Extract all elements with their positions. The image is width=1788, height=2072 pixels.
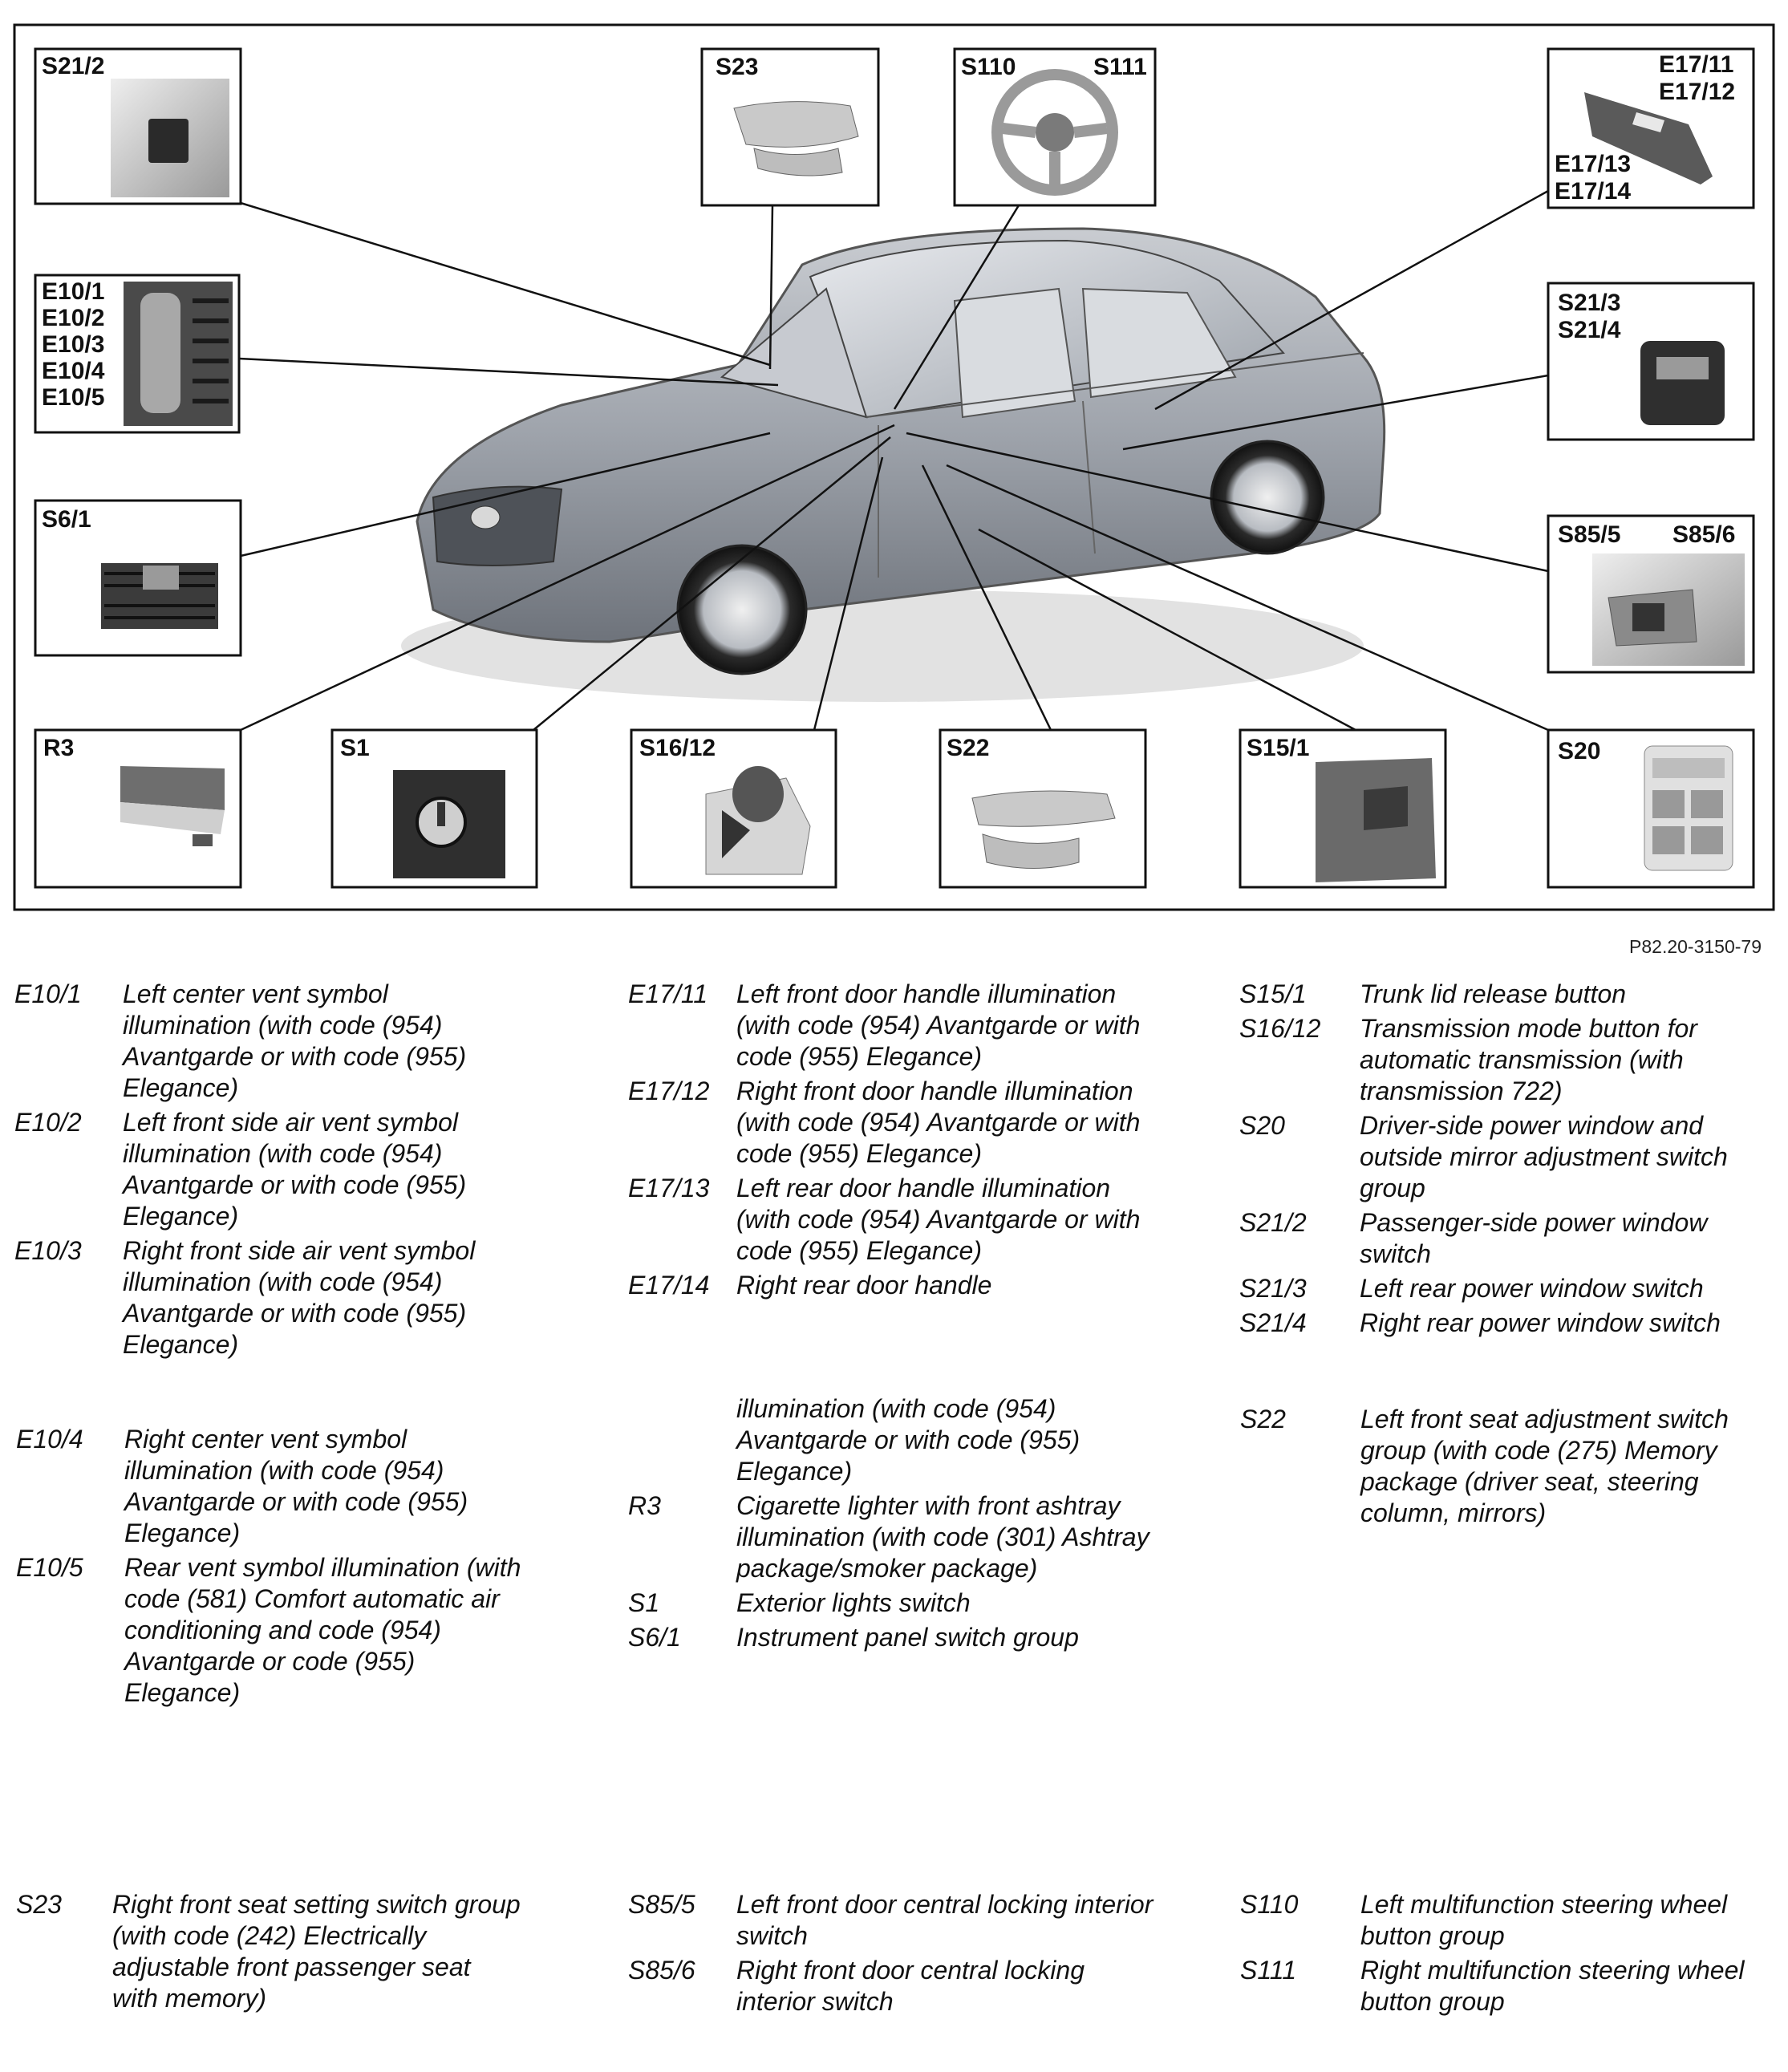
legend-desc: Left rear power window switch xyxy=(1360,1274,1704,1303)
legend-item xyxy=(1239,1308,1777,1339)
callout-label: S111 xyxy=(1093,54,1147,80)
callout-s6-1 xyxy=(35,501,241,655)
legend-desc: Passenger-side power window switch xyxy=(1360,1208,1708,1268)
legend-code: E17/11 xyxy=(628,979,708,1008)
legend-code: E17/12 xyxy=(628,1077,710,1105)
legend-item xyxy=(628,1622,1166,1653)
callout-label: S21/4 xyxy=(1558,317,1621,343)
legend-col2 xyxy=(628,979,1166,1304)
callout-s21-3-s21-4 xyxy=(1548,283,1754,440)
legend-desc: Left center vent symbol illumination (with code (954) Avantgarde or with code (955) Elegance) xyxy=(123,979,467,1102)
legend-code: S16/12 xyxy=(1239,1014,1321,1043)
legend-item xyxy=(1240,1955,1778,2017)
legend-col2b xyxy=(628,1393,1166,1656)
legend-item xyxy=(16,1889,521,2014)
callout-label: S22 xyxy=(947,735,990,761)
legend-item xyxy=(14,1235,520,1360)
callout-s21-2 xyxy=(35,49,241,204)
legend-desc: Left rear door handle illumination (with code (954) Avantgarde or with code (955) Elegance) xyxy=(736,1174,1141,1265)
legend-code: R3 xyxy=(628,1491,661,1520)
legend-desc: Left front seat adjustment switch group (with code (275) Memory package (driver seat, steering column, mirrors) xyxy=(1360,1405,1729,1527)
callout-label: E10/5 xyxy=(42,384,105,411)
legend-code: E10/4 xyxy=(16,1425,83,1454)
callout-label: E17/13 xyxy=(1555,151,1632,177)
callout-s23 xyxy=(702,49,878,205)
legend-code: S110 xyxy=(1240,1890,1299,1919)
legend-item xyxy=(16,1552,521,1709)
legend-col3 xyxy=(1239,979,1777,1342)
legend-item xyxy=(628,1173,1166,1267)
callout-s20 xyxy=(1548,730,1754,887)
callout-label: E17/14 xyxy=(1555,178,1632,205)
legend-item xyxy=(628,1490,1166,1584)
callout-s15-1 xyxy=(1240,730,1445,887)
legend-code: S21/4 xyxy=(1239,1308,1307,1337)
callout-label: E17/12 xyxy=(1659,79,1736,105)
legend-item xyxy=(628,1889,1166,1952)
legend-desc: Right front seat setting switch group (with code (242) Electrically adjustable front passenger seat with memory) xyxy=(112,1890,521,2013)
legend-item xyxy=(628,1955,1166,2017)
legend-col2c xyxy=(628,1889,1166,2021)
legend-desc: Instrument panel switch group xyxy=(736,1623,1079,1652)
legend-code: E10/5 xyxy=(16,1553,83,1582)
callout-s1 xyxy=(332,730,537,887)
legend-code: E17/14 xyxy=(628,1271,710,1300)
callout-label: S16/12 xyxy=(639,735,716,761)
legend-code: S21/2 xyxy=(1239,1208,1307,1237)
legend-item xyxy=(1240,1889,1778,1952)
legend-desc: Right front door central locking interior switch xyxy=(736,1956,1085,2016)
legend-desc: Trunk lid release button xyxy=(1360,979,1627,1008)
legend-code: S85/6 xyxy=(628,1956,695,1985)
legend-desc: Right rear door handle xyxy=(736,1271,992,1300)
legend-desc: Driver-side power window and outside mirror adjustment switch group xyxy=(1360,1111,1728,1202)
callout-e17 xyxy=(1548,49,1754,208)
legend-desc: Right multifunction steering wheel button group xyxy=(1360,1956,1745,2016)
callout-s110-s111 xyxy=(955,49,1155,205)
legend-desc: Right rear power window switch xyxy=(1360,1308,1721,1337)
legend-code: S6/1 xyxy=(628,1623,681,1652)
legend-code: S15/1 xyxy=(1239,979,1307,1008)
figure-reference: P82.20-3150-79 xyxy=(1629,936,1762,957)
callout-label: S15/1 xyxy=(1247,735,1310,761)
legend-code: E10/2 xyxy=(14,1108,82,1137)
callout-r3 xyxy=(35,730,241,887)
legend-item xyxy=(628,1587,1166,1619)
legend-col3c xyxy=(1240,1889,1778,2021)
callout-label: E17/11 xyxy=(1659,51,1734,78)
callout-label: S21/2 xyxy=(42,53,105,79)
callout-label: S110 xyxy=(961,54,1016,80)
legend-code: S20 xyxy=(1239,1111,1285,1140)
callout-label: S6/1 xyxy=(42,506,91,533)
callout-s22 xyxy=(940,730,1145,887)
legend-desc: Exterior lights switch xyxy=(736,1588,971,1617)
callout-e10 xyxy=(35,275,239,432)
legend-col1b xyxy=(16,1424,521,1712)
callout-label: S21/3 xyxy=(1558,290,1621,316)
legend-desc: Left front side air vent symbol illumination (with code (954) Avantgarde or with code (955) Elegance) xyxy=(123,1108,467,1231)
callout-label: S1 xyxy=(340,735,370,761)
callout-label: E10/3 xyxy=(42,331,105,358)
callout-label: S20 xyxy=(1558,738,1601,764)
callout-s16-12 xyxy=(631,730,836,887)
legend-item xyxy=(1239,1207,1777,1270)
legend-code xyxy=(628,1393,736,1487)
legend-item xyxy=(1239,979,1777,1010)
legend-item xyxy=(628,1270,1166,1301)
callout-label: S85/6 xyxy=(1672,521,1736,548)
legend-item xyxy=(628,1393,1166,1487)
legend-code: S85/5 xyxy=(628,1890,695,1919)
legend-code: E17/13 xyxy=(628,1174,710,1202)
legend-desc: illumination (with code (954) Avantgarde or with code (955) Elegance) xyxy=(736,1394,1081,1486)
legend-desc: Left multifunction steering wheel button group xyxy=(1360,1890,1728,1950)
legend-desc: Cigarette lighter with front ashtray illumination (with code (301) Ashtray package/smoker package) xyxy=(736,1491,1149,1583)
legend-item xyxy=(14,1107,520,1232)
callout-label: E10/4 xyxy=(42,358,105,384)
legend-desc: Right front door handle illumination (with code (954) Avantgarde or with code (955) Elegance) xyxy=(736,1077,1141,1168)
callout-label: S23 xyxy=(716,54,759,80)
legend-desc: Left front door handle illumination (with code (954) Avantgarde or with code (955) Elegance) xyxy=(736,979,1141,1071)
legend-code: S23 xyxy=(16,1890,62,1919)
callout-label: R3 xyxy=(43,735,75,761)
legend-desc: Right center vent symbol illumination (with code (954) Avantgarde or with code (955) Elegance) xyxy=(124,1425,468,1547)
legend-item xyxy=(16,1424,521,1549)
legend-code: S21/3 xyxy=(1239,1274,1307,1303)
callout-label: E10/1 xyxy=(42,278,105,305)
legend-code: S22 xyxy=(1240,1405,1286,1433)
legend-desc: Left front door central locking interior switch xyxy=(736,1890,1153,1950)
legend-col3b xyxy=(1240,1404,1778,1532)
legend-desc: Right front side air vent symbol illumination (with code (954) Avantgarde or with code (955) Elegance) xyxy=(123,1236,476,1359)
legend-code: S1 xyxy=(628,1588,660,1617)
callout-label: S85/5 xyxy=(1558,521,1621,548)
legend-col1 xyxy=(14,979,520,1364)
legend-item xyxy=(628,1076,1166,1170)
legend-item xyxy=(14,979,520,1104)
legend-desc: Rear vent symbol illumination (with code (581) Comfort automatic air conditioning and code (954) Avantgarde or code (955) Elegance) xyxy=(124,1553,521,1707)
callout-label: E10/2 xyxy=(42,305,105,331)
legend-col1c xyxy=(16,1889,521,2017)
legend-code: S111 xyxy=(1240,1956,1296,1985)
legend-code: E10/1 xyxy=(14,979,82,1008)
legend-item xyxy=(1239,1273,1777,1304)
legend-item xyxy=(1240,1404,1778,1529)
legend-item xyxy=(1239,1110,1777,1204)
callout-s85 xyxy=(1548,516,1754,672)
legend-code: E10/3 xyxy=(14,1236,82,1265)
legend-item xyxy=(628,979,1166,1072)
legend-desc: Transmission mode button for automatic transmission (with transmission 722) xyxy=(1360,1014,1697,1105)
legend-item xyxy=(1239,1013,1777,1107)
